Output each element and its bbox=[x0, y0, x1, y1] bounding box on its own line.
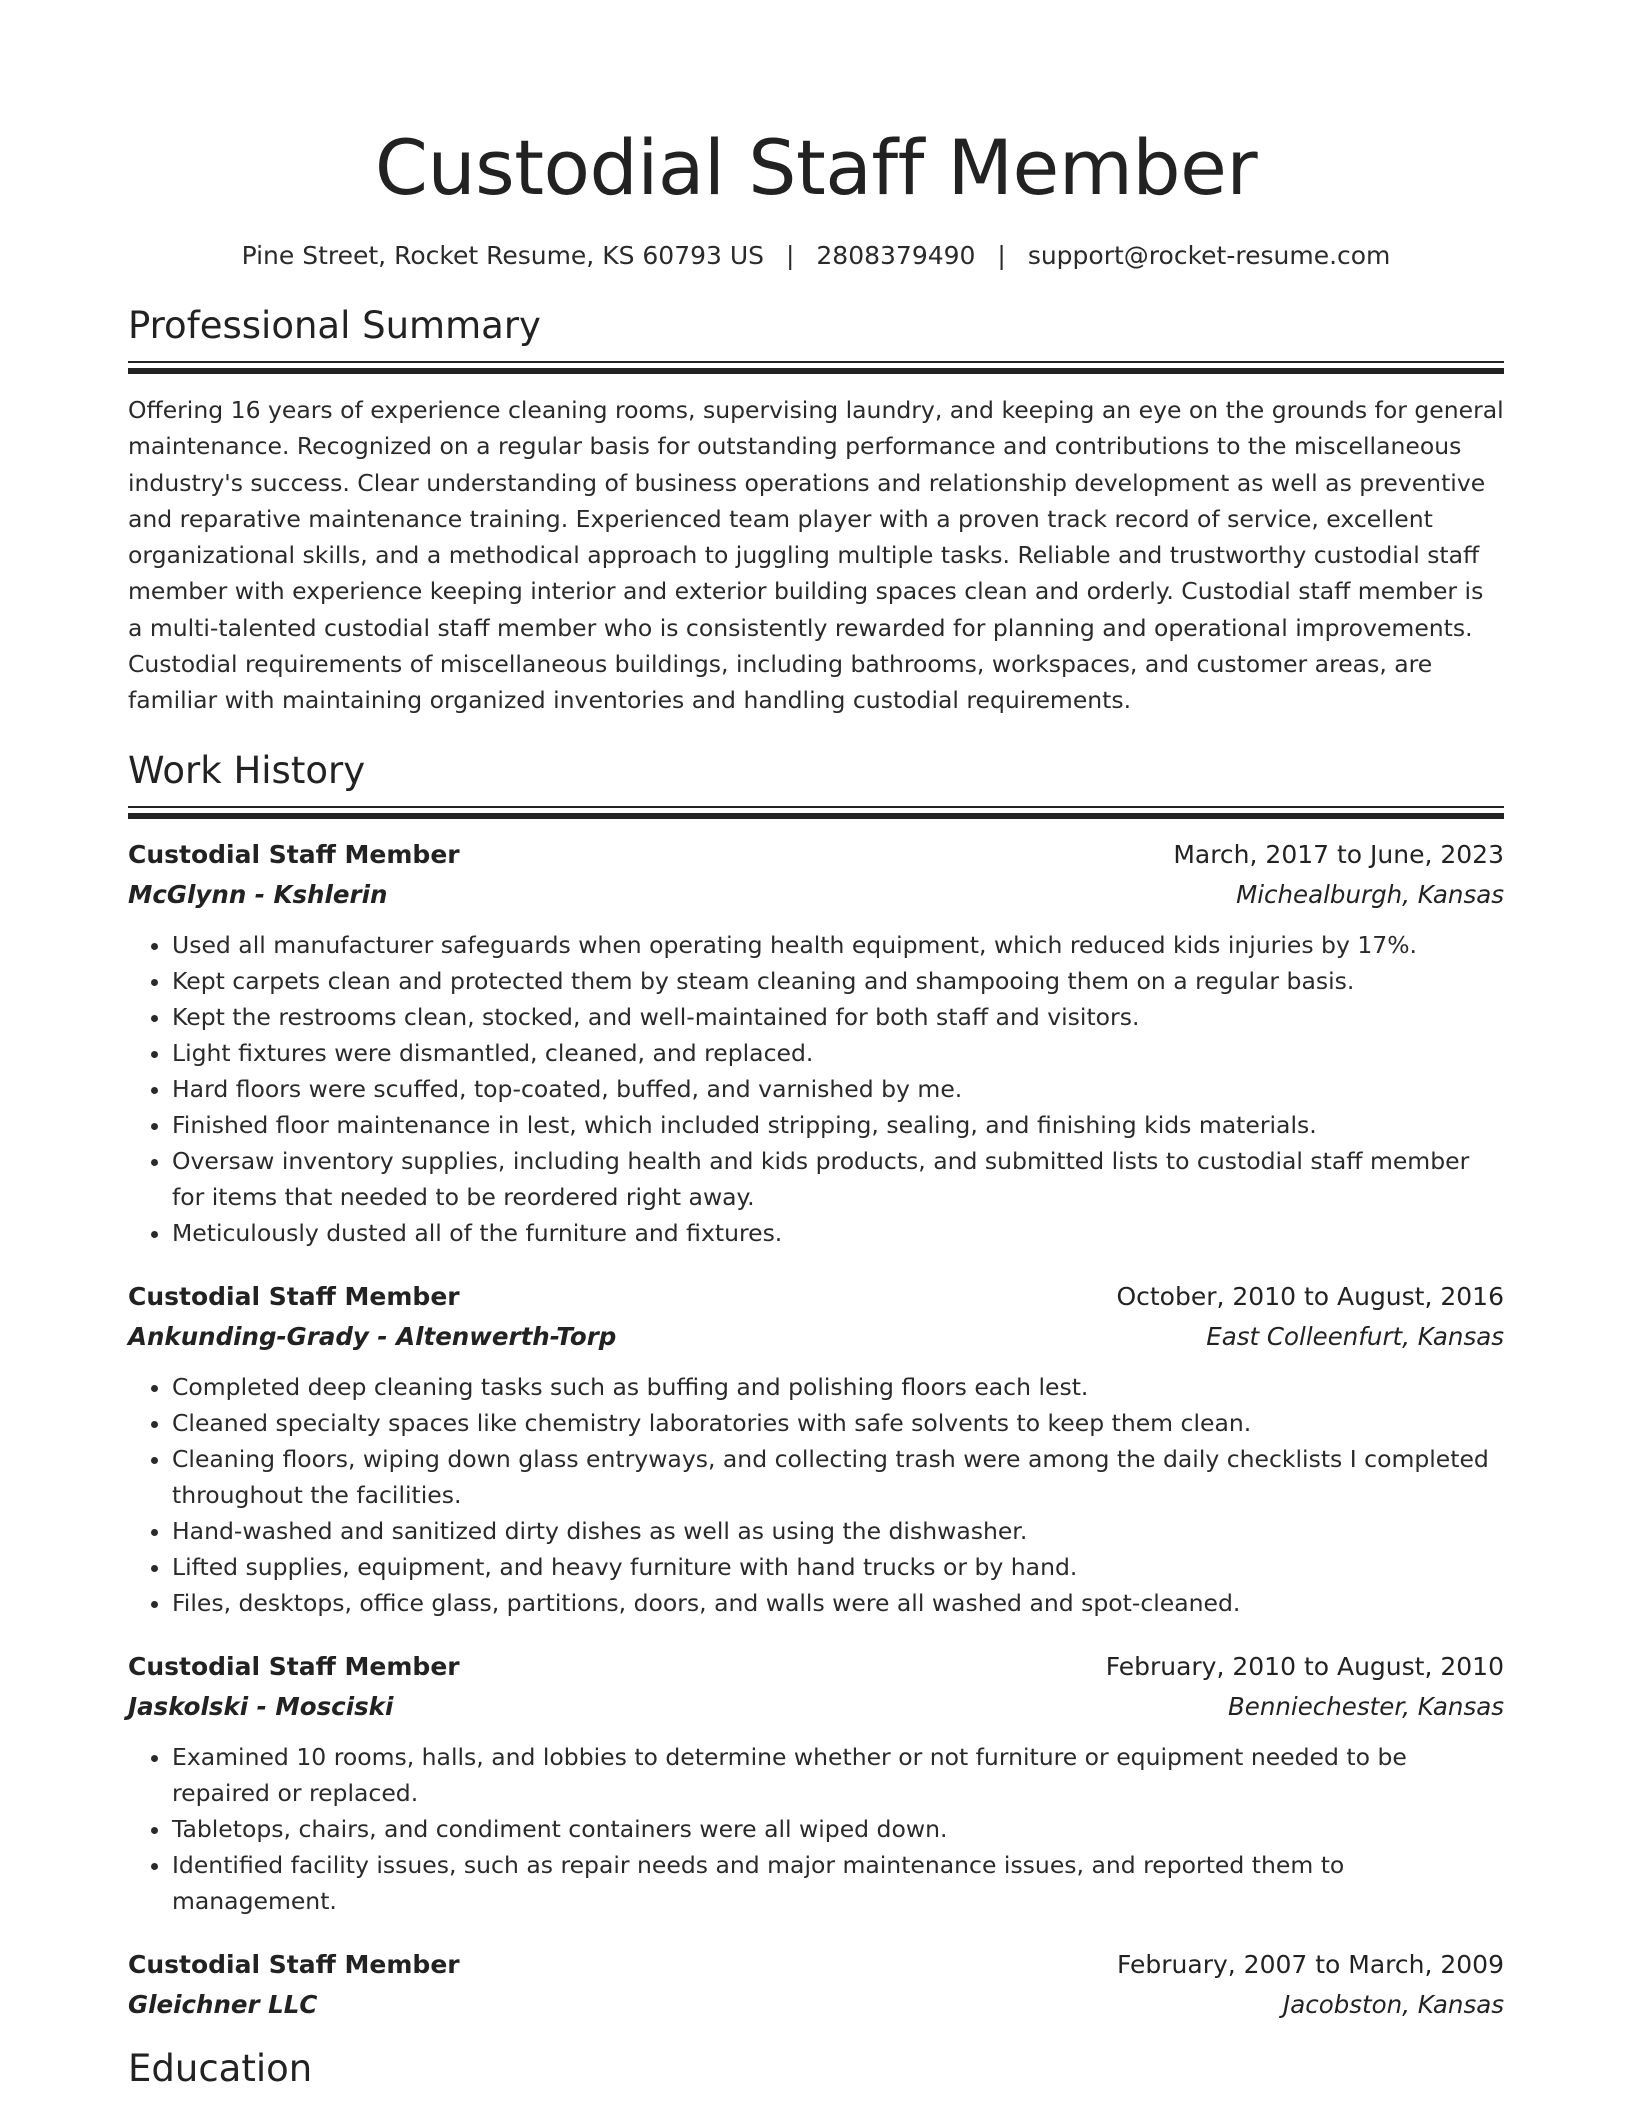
job-bullet-list bbox=[128, 927, 1504, 1251]
job-subheader bbox=[128, 1987, 1504, 2023]
job-bullet: • Lifted supplies, equipment, and heavy furniture with hand trucks or by hand. bbox=[172, 1549, 1504, 1585]
job-header bbox=[128, 1947, 1504, 1983]
summary-text: Offering 16 years of experience cleaning rooms, supervising laundry, and keeping an eye on the grounds for general maintenance. Recognized on a regular basis for outstanding performance and contributions to the miscellaneous industry's success. Clear understanding of business operations and relationship development as well as preventive and reparative maintenance training. Experienced team player with a proven track record of service, excellent organizational skills, and a methodical approach to juggling multiple tasks. Reliable and trustworthy custodial staff member with experience keeping interior and exterior building spaces clean and orderly. Custodial staff member is a multi-talented custodial staff member who is consistently rewarded for planning and operational improvements. Custodial requirements of miscellaneous buildings, including bathrooms, workspaces, and customer areas, are familiar with maintaining organized inventories and handling custodial requirements. bbox=[128, 396, 1504, 715]
job-location: Jacobston, Kansas bbox=[1283, 1989, 1504, 2019]
job-header bbox=[128, 837, 1504, 873]
section-heading-education: Education bbox=[128, 2046, 313, 2090]
job-bullet: • Oversaw inventory supplies, including health and kids products, and submitted lists to custodial staff member for items that needed to be reordered right away. bbox=[172, 1143, 1504, 1215]
job-bullet: • Meticulously dusted all of the furniture and fixtures. bbox=[172, 1215, 1504, 1251]
job-bullet: • Finished floor maintenance in lest, which included stripping, sealing, and finishing kids materials. bbox=[172, 1107, 1504, 1143]
resume-page bbox=[128, 0, 1504, 2093]
job-bullet: • Completed deep cleaning tasks such as buffing and polishing floors each lest. bbox=[172, 1369, 1504, 1405]
contact-line bbox=[128, 240, 1504, 272]
contact-email: support@rocket-resume.com bbox=[1027, 241, 1391, 270]
job-company: Gleichner LLC bbox=[128, 1989, 318, 2019]
job-bullet: • Light fixtures were dismantled, cleaned, and replaced. bbox=[172, 1035, 1504, 1071]
job-header bbox=[128, 1279, 1504, 1315]
job-dates: March, 2017 to June, 2023 bbox=[1173, 839, 1504, 869]
job-bullet-list bbox=[128, 1369, 1504, 1621]
job-bullet-list bbox=[128, 1739, 1504, 1919]
job-dates: February, 2010 to August, 2010 bbox=[1105, 1651, 1504, 1681]
section-heading-summary: Professional Summary bbox=[128, 304, 541, 347]
job-location: Benniechester, Kansas bbox=[1227, 1691, 1504, 1721]
job-entry bbox=[128, 1947, 1504, 2023]
job-bullet: • Tabletops, chairs, and condiment containers were all wiped down. bbox=[172, 1811, 1504, 1847]
job-title: Custodial Staff Member bbox=[128, 1651, 460, 1681]
contact-separator: | bbox=[786, 241, 795, 270]
work-history-list bbox=[128, 837, 1504, 2023]
job-bullet: • Identified facility issues, such as repair needs and major maintenance issues, and reported them to management. bbox=[172, 1847, 1504, 1919]
job-company: Ankunding-Grady - Altenwerth-Torp bbox=[128, 1321, 617, 1351]
job-bullet: • Kept carpets clean and protected them by steam cleaning and shampooing them on a regular basis. bbox=[172, 963, 1504, 999]
job-subheader bbox=[128, 1689, 1504, 1725]
job-entry bbox=[128, 1649, 1504, 1919]
job-dates: February, 2007 to March, 2009 bbox=[1116, 1949, 1504, 1979]
job-company: McGlynn - Kshlerin bbox=[128, 879, 388, 909]
job-bullet: • Cleaned specialty spaces like chemistry laboratories with safe solvents to keep them clean. bbox=[172, 1405, 1504, 1441]
job-subheader bbox=[128, 1319, 1504, 1355]
section-heading-work-history: Work History bbox=[128, 748, 366, 792]
section-divider bbox=[128, 361, 1504, 372]
job-subheader bbox=[128, 877, 1504, 913]
job-title: Custodial Staff Member bbox=[128, 1281, 460, 1311]
contact-phone: 2808379490 bbox=[816, 241, 976, 270]
job-bullet: • Files, desktops, office glass, partitions, doors, and walls were all washed and spot-cleaned. bbox=[172, 1585, 1504, 1621]
job-bullet: • Hard floors were scuffed, top-coated, buffed, and varnished by me. bbox=[172, 1071, 1504, 1107]
job-bullet: • Used all manufacturer safeguards when operating health equipment, which reduced kids injuries by 17%. bbox=[172, 927, 1504, 963]
contact-separator: | bbox=[997, 241, 1006, 270]
job-location: Michealburgh, Kansas bbox=[1236, 879, 1504, 909]
job-company: Jaskolski - Mosciski bbox=[128, 1691, 394, 1721]
job-entry bbox=[128, 837, 1504, 1251]
job-dates: October, 2010 to August, 2016 bbox=[1116, 1281, 1504, 1311]
job-bullet: • Kept the restrooms clean, stocked, and well-maintained for both staff and visitors. bbox=[172, 999, 1504, 1035]
job-title: Custodial Staff Member bbox=[128, 1949, 460, 1979]
candidate-name: Custodial Staff Member bbox=[374, 123, 1258, 212]
job-bullet: • Examined 10 rooms, halls, and lobbies to determine whether or not furniture or equipment needed to be repaired or replaced. bbox=[172, 1739, 1504, 1811]
job-header bbox=[128, 1649, 1504, 1685]
job-bullet: • Hand-washed and sanitized dirty dishes as well as using the dishwasher. bbox=[172, 1513, 1504, 1549]
job-location: East Colleenfurt, Kansas bbox=[1206, 1321, 1504, 1351]
job-entry bbox=[128, 1279, 1504, 1621]
job-title: Custodial Staff Member bbox=[128, 839, 460, 869]
section-divider bbox=[128, 806, 1504, 817]
contact-address: Pine Street, Rocket Resume, KS 60793 US bbox=[241, 241, 765, 270]
job-bullet: • Cleaning floors, wiping down glass entryways, and collecting trash were among the daily checklists I completed throughout the facilities. bbox=[172, 1441, 1504, 1513]
